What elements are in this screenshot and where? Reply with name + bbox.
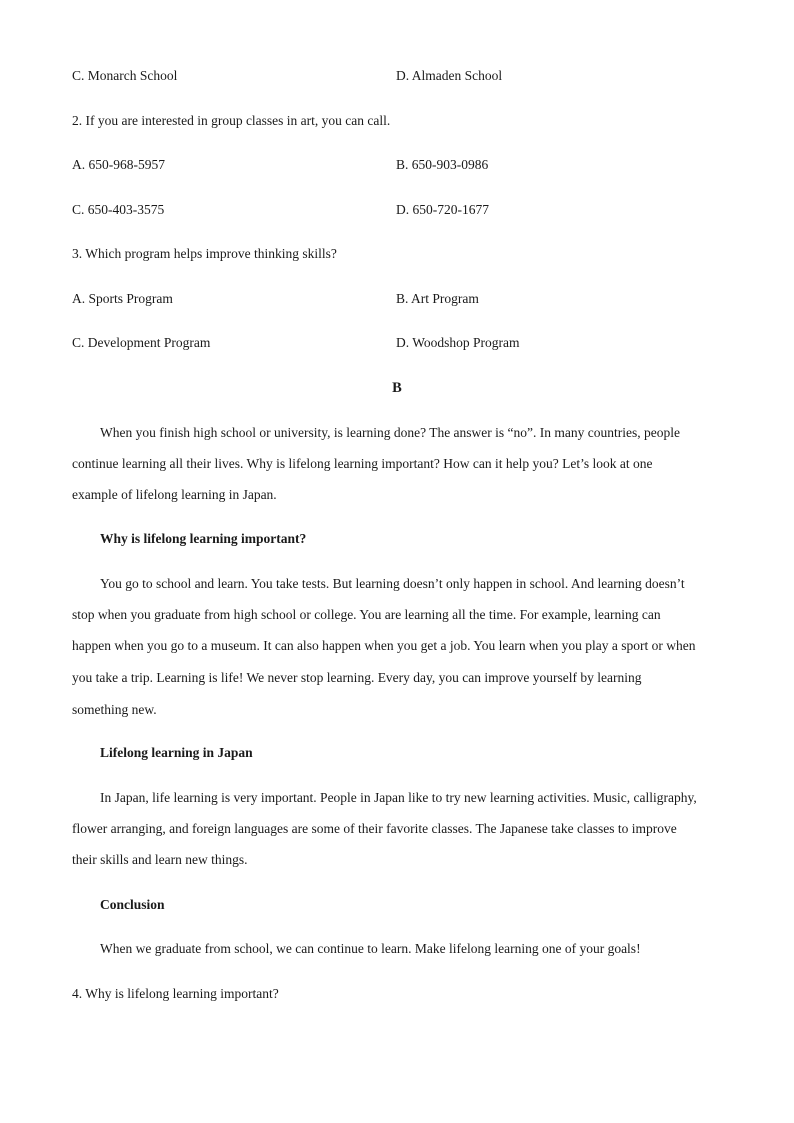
q2-question: 2. If you are interested in group classes in art, you can call. [72, 113, 391, 128]
intro-line: continue learning all their lives. Why is lifelong learning important? How can it help you? Let’s look at one [72, 456, 653, 471]
para3-line: When we graduate from school, we can continue to learn. Make lifelong learning one of your goals! [100, 941, 641, 956]
intro-line: example of lifelong learning in Japan. [72, 487, 277, 502]
q2-option-b: B. 650-903-0986 [396, 157, 489, 172]
heading-why-lifelong-learning: Why is lifelong learning important? [100, 531, 307, 546]
para1-line: happen when you go to a museum. It can also happen when you get a job. You learn when you play a sport or when [72, 638, 696, 653]
q3-option-b: B. Art Program [396, 291, 479, 306]
q3-question: 3. Which program helps improve thinking skills? [72, 246, 337, 261]
para2-line: In Japan, life learning is very important. People in Japan like to try new learning activities. Music, calligraphy, [100, 790, 697, 805]
para1-line: something new. [72, 702, 157, 717]
para2-line: flower arranging, and foreign languages are some of their favorite classes. The Japanese take classes to improve [72, 821, 677, 836]
para1-line: you take a trip. Learning is life! We never stop learning. Every day, you can improve yourself by learning [72, 670, 642, 685]
q2-option-a: A. 650-968-5957 [72, 157, 165, 172]
q2-option-c: C. 650-403-3575 [72, 202, 165, 217]
q1-option-c: C. Monarch School [72, 68, 178, 83]
heading-lifelong-learning-japan: Lifelong learning in Japan [100, 745, 253, 760]
heading-conclusion: Conclusion [100, 897, 165, 912]
para2-line: their skills and learn new things. [72, 852, 248, 867]
q3-option-a: A. Sports Program [72, 291, 173, 306]
q3-option-c: C. Development Program [72, 335, 211, 350]
q3-option-d: D. Woodshop Program [396, 335, 520, 350]
q4-question: 4. Why is lifelong learning important? [72, 986, 279, 1001]
section-label: B [392, 380, 402, 396]
intro-line: When you finish high school or university, is learning done? The answer is “no”. In many countries, people [100, 425, 680, 440]
q1-option-d: D. Almaden School [396, 68, 503, 83]
para1-line: stop when you graduate from high school or college. You are learning all the time. For example, learning can [72, 607, 661, 622]
q2-option-d: D. 650-720-1677 [396, 202, 489, 217]
para1-line: You go to school and learn. You take tests. But learning doesn’t only happen in school. And learning doesn’t [100, 576, 685, 591]
